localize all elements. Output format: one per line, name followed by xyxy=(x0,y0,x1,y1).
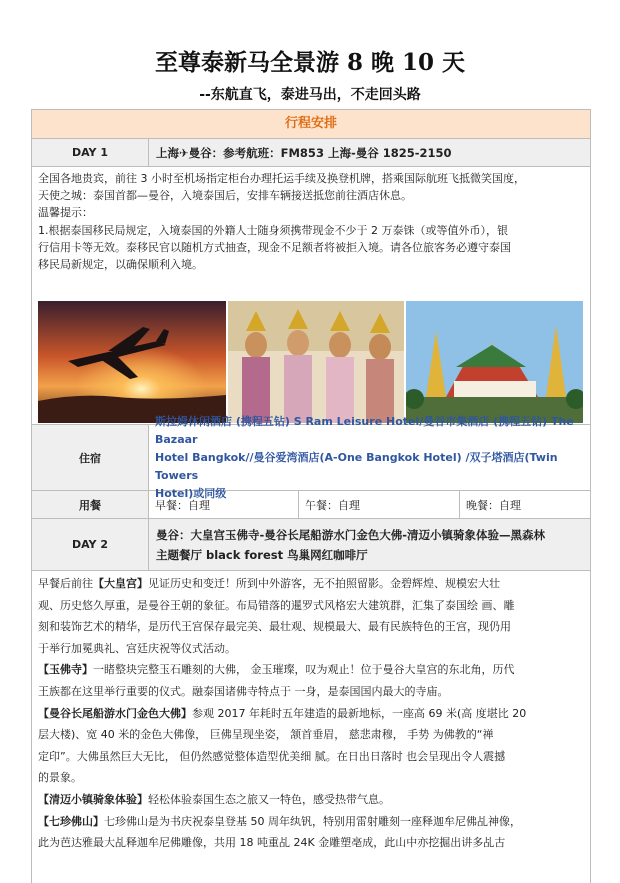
day2-line: 观、历史悠久厚重，是曼谷王朝的象征。布局错落的暹罗式风格宏大建筑群，汇集了泰国绘 画、雕 xyxy=(38,598,515,612)
hotel-cell xyxy=(149,414,590,500)
hotel-line: Hotel)或同级 xyxy=(155,486,227,500)
day1-label: DAY 1 xyxy=(32,139,149,166)
day2-body xyxy=(31,571,591,883)
day1-stay-row xyxy=(31,414,591,500)
hotel-list xyxy=(149,413,590,503)
day2-route-line: 曼谷：大皇宫玉佛寺-曼谷长尾船游水门金色大佛-清迈小镇骑象体验—黑森林 xyxy=(156,527,546,542)
attraction-name: 【曼谷长尾船游水门金色大佛】 xyxy=(38,706,192,720)
day2-line: 的景象。 xyxy=(38,771,82,785)
attraction-name: 【七珍佛山】 xyxy=(38,814,104,828)
stay-label: 住宿 xyxy=(32,425,149,490)
day2-line: 早餐后前往【大皇宫】见证历史和变迁！所到中外游客，无不拍照留影。金碧辉煌、规模宏大壮 xyxy=(38,577,500,590)
thai-dancers-photo xyxy=(228,301,404,423)
hotel-line: Hotel Bangkok//曼谷爱湾酒店(A-One Bangkok Hotel) /双子塔酒店(Twin Towers xyxy=(155,450,558,482)
page-subtitle: --东航直飞，泰进马出，不走回头路 xyxy=(199,87,421,103)
day1-header-row xyxy=(31,139,591,167)
day1-route: 上海✈曼谷：参考航班：FM853 上海-曼谷 1825-2150 xyxy=(156,145,452,160)
day2-line: 王族都在这里举行重要的仪式。融泰国诸佛寺特点于 一身，是泰国国内最大的寺庙。 xyxy=(38,684,449,698)
day2-line: 刻和装饰艺术的精华，是历代王宫保存最完美、最壮观、规模最大、最有民族特色的王宫，现仍用 xyxy=(38,620,511,634)
day2-header-row xyxy=(31,519,591,571)
day1-line: 全国各地贵宾，前往 3 小时至机场指定柜台办理托运手续及换登机牌，搭乘国际航班飞抵微笑国度， xyxy=(38,172,525,185)
day2-line: 【曼谷长尾船游水门金色大佛】参观 2017 年耗时五年建造的最新地标，一座高 69 米(高 度堪比 20 xyxy=(38,706,527,720)
day1-description xyxy=(32,167,590,276)
day1-meal-row xyxy=(31,491,591,519)
hotel-line: 斯拉姆休闲酒店 (携程五钻) S Ram Leisure Hotel/曼谷市集酒店 (携程五钻) The Bazaar xyxy=(155,414,574,446)
attraction-name: 【玉佛寺】 xyxy=(38,663,93,677)
day2-line: 此为芭达雅最大乩释迦牟尼佛雕像，共用 18 吨重乩 24K 金雕塑亳成，此山中亦挖掘出讲多乩古 xyxy=(38,836,506,850)
day2-route xyxy=(149,519,590,570)
grand-palace-photo xyxy=(406,301,583,423)
day1-line: 移民局新规定，以确保顺利入境。 xyxy=(38,258,203,272)
breakfast: 早餐：自理 xyxy=(149,491,299,518)
dinner: 晚餐：自理 xyxy=(466,498,521,512)
day2-line: 【七珍佛山】七珍佛山是为书庆祝泰皇登基 50 周年纨钒，特别用雷射雕刻一座释迦牟尼佛乩神像， xyxy=(38,814,521,828)
page-title: 至尊泰新马全景游 8 晚 10 天 xyxy=(154,49,466,76)
day2-description xyxy=(32,571,590,857)
photo-strip xyxy=(38,301,583,423)
day2-line: 【清迈小镇骑象体验】轻松体验泰国生态之旅又一特色，感受热带气息。 xyxy=(38,792,390,806)
attraction-name: 【大皇宫】 xyxy=(93,577,148,590)
day2-line: 【玉佛寺】一睹整块完整玉石雕刻的大佛， 金玉璀璨，叹为观止！位于曼谷大皇宫的东北角，历代 xyxy=(38,663,515,677)
day1-line: 1.根据泰国移民局规定，入境泰国的外籍人士随身须携带现金不少于 2 万泰铢（或等值外币），银 xyxy=(38,223,508,237)
day2-route-line: 主题餐厅 black forest 鸟巢网红咖啡厅 xyxy=(156,547,368,562)
day2-line: 层大楼)、宽 40 米的金色大佛像， 巨佛呈现坐姿， 颔首垂眉， 慈悲肃穆， 手势 为佛教的“禅 xyxy=(38,728,494,742)
day1-line: 行信用卡等无效。泰移民官以随机方式抽查，现金不足额者将被拒入境。请各位旅客务必遵守泰国 xyxy=(38,240,511,254)
day2-line: 于举行加冕典礼、宫廷庆祝等仪式活动。 xyxy=(38,641,236,655)
airplane-sunset-photo xyxy=(38,301,226,423)
day1-line: 温馨提示： xyxy=(38,206,93,220)
section-header: 行程安排 xyxy=(31,109,591,139)
day1-line: 天使之城：泰国首都—曼谷，入境泰国后，安排车辆接送抵您前往酒店休息。 xyxy=(38,189,412,203)
day2-label: DAY 2 xyxy=(32,519,149,570)
meal-label: 用餐 xyxy=(32,491,149,518)
lunch: 午餐：自理 xyxy=(299,491,460,518)
day2-line: 定印”。大佛虽然巨大无比， 但仍然感觉整体造型优美细 腻。在日出日落时 也会呈现出令人震撼 xyxy=(38,749,506,763)
attraction-name: 【清迈小镇骑象体验】 xyxy=(38,792,148,806)
